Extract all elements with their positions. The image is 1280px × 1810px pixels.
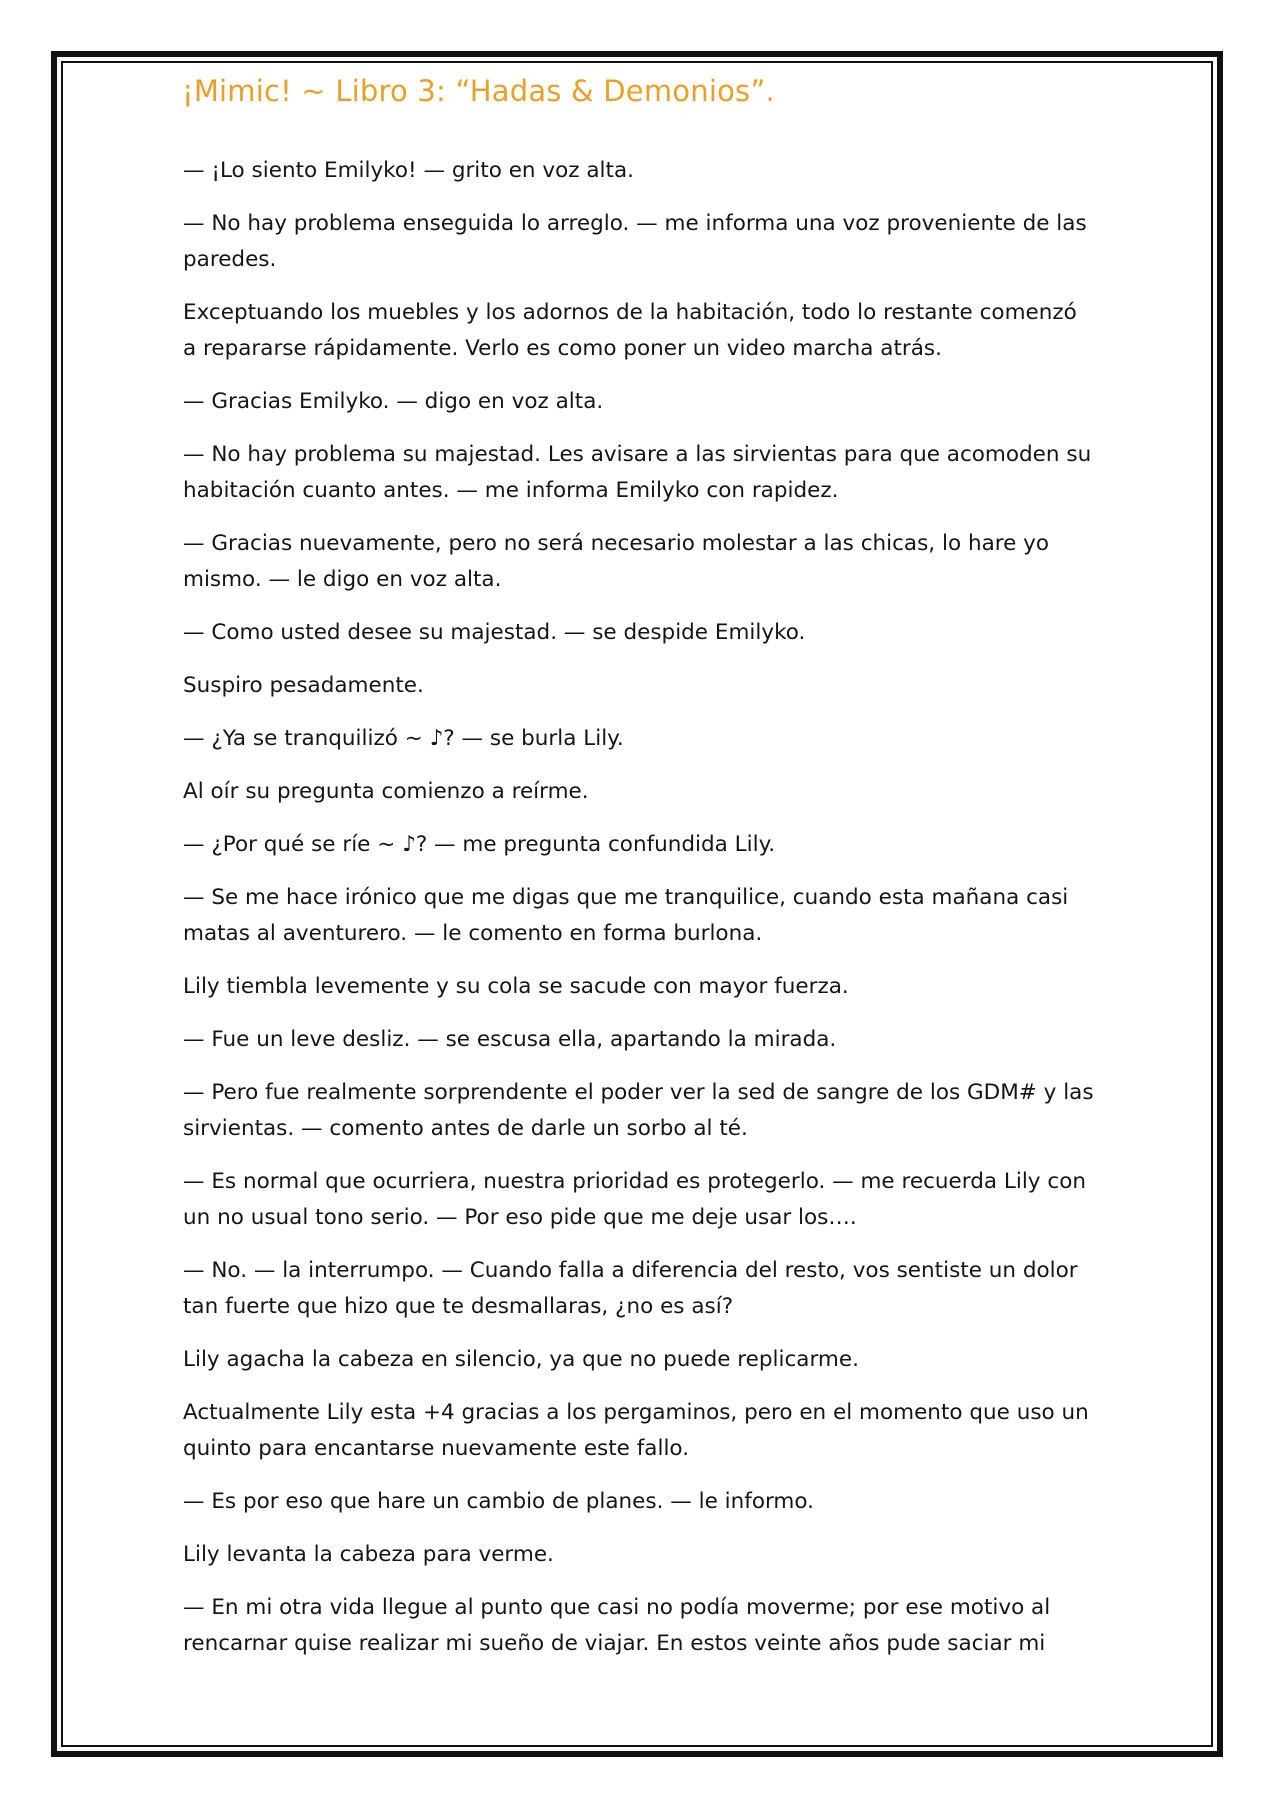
paragraph: — Gracias Emilyko. — digo en voz alta. (183, 389, 604, 414)
body-text (183, 153, 1095, 1679)
paragraph: — En mi otra vida llegue al punto que casi no podía moverme; por ese motivo al rencarnar quise realizar mi sueño de viajar. En estos veinte años pude saciar mi (183, 1595, 1051, 1656)
paragraph: — Pero fue realmente sorprendente el poder ver la sed de sangre de los GDM# y las sirvientas. — comento antes de darle un sorbo al té. (183, 1080, 1094, 1141)
paragraph: — ¡Lo siento Emilyko! — grito en voz alta. (183, 158, 634, 183)
paragraph: Actualmente Lily esta +4 gracias a los pergaminos, pero en el momento que uso un quinto para encantarse nuevamente este fallo. (183, 1400, 1089, 1461)
paragraph: — ¿Por qué se ríe ~ ♪? — me pregunta confundida Lily. (183, 832, 776, 857)
paragraph: — Es normal que ocurriera, nuestra prioridad es protegerlo. — me recuerda Lily con un no usual tono serio. — Por eso pide que me deje usar los…. (183, 1169, 1086, 1230)
paragraph: Al oír su pregunta comienzo a reírme. (183, 779, 589, 804)
paragraph: — No hay problema su majestad. Les avisare a las sirvientas para que acomoden su habitación cuanto antes. — me informa Emilyko con rapidez. (183, 442, 1092, 503)
paragraph: Suspiro pesadamente. (183, 673, 424, 698)
paragraph: — No. — la interrumpo. — Cuando falla a diferencia del resto, vos sentiste un dolor tan fuerte que hizo que te desmallaras, ¿no es así? (183, 1258, 1078, 1319)
paragraph: — Se me hace irónico que me digas que me tranquilice, cuando esta mañana casi matas al aventurero. — le comento en forma burlona. (183, 885, 1069, 946)
paragraph: Lily tiembla levemente y su cola se sacude con mayor fuerza. (183, 974, 849, 999)
paragraph: Lily agacha la cabeza en silencio, ya que no puede replicarme. (183, 1347, 859, 1372)
paragraph: Exceptuando los muebles y los adornos de la habitación, todo lo restante comenzó a repararse rápidamente. Verlo es como poner un video marcha atrás. (183, 300, 1077, 361)
paragraph: Lily levanta la cabeza para verme. (183, 1542, 554, 1567)
paragraph: — Como usted desee su majestad. — se despide Emilyko. (183, 620, 806, 645)
paragraph: — Gracias nuevamente, pero no será necesario molestar a las chicas, lo hare yo mismo. — le digo en voz alta. (183, 531, 1050, 592)
page-header-title: ¡Mimic! ~ Libro 3: “Hadas & Demonios”. (182, 74, 775, 108)
paragraph: — ¿Ya se tranquilizó ~ ♪? — se burla Lily. (183, 726, 624, 751)
paragraph: — Es por eso que hare un cambio de planes. — le informo. (183, 1489, 814, 1514)
paragraph: — Fue un leve desliz. — se escusa ella, apartando la mirada. (183, 1027, 837, 1052)
paragraph: — No hay problema enseguida lo arreglo. — me informa una voz proveniente de las paredes. (183, 211, 1087, 272)
